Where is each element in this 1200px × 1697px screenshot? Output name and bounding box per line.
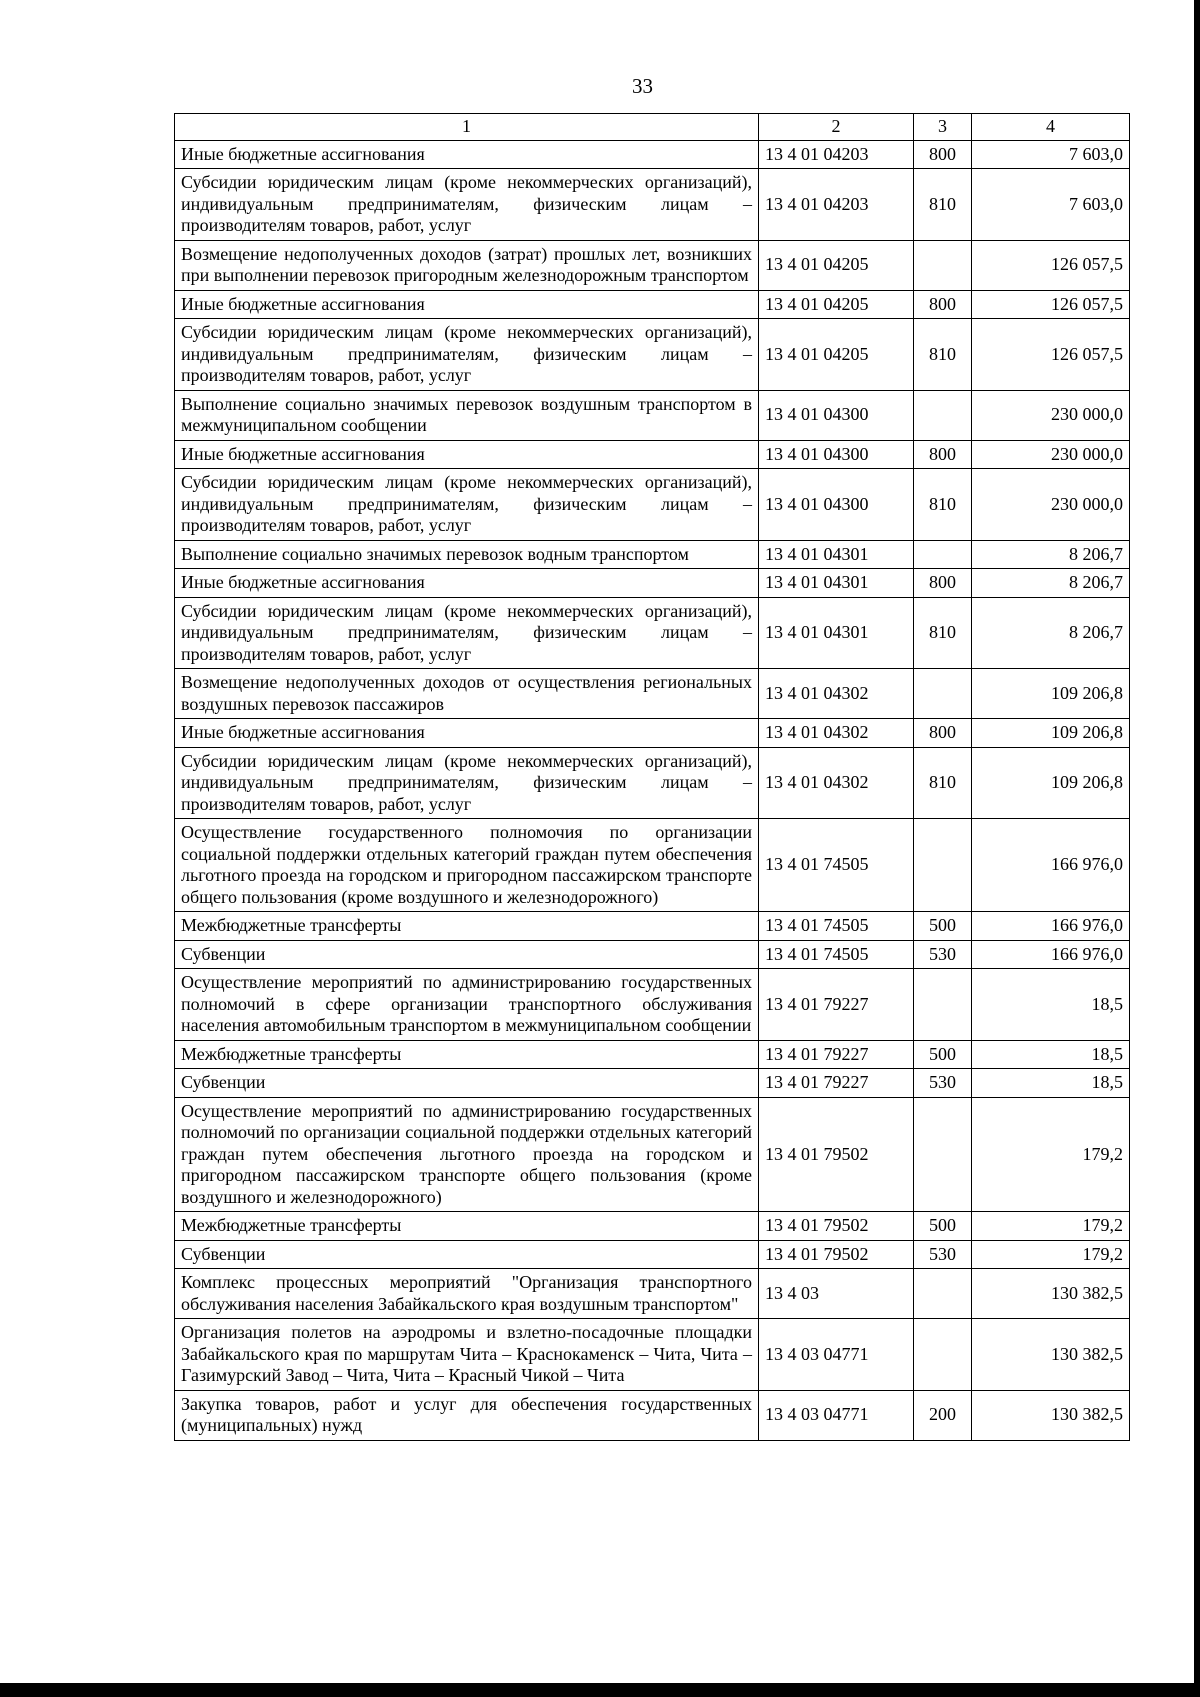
row-sum: 8 206,7 bbox=[972, 597, 1130, 669]
row-sum: 166 976,0 bbox=[972, 940, 1130, 969]
row-name: Осуществление мероприятий по администрированию государственных полномочий по организации социальной поддержки отдельных категорий граждан путем обеспечения льготного проезда на городском и пригородном пассажирском транспорте общего пользования (кроме воздушного и железнодорожного) bbox=[175, 1097, 759, 1212]
table-row bbox=[175, 469, 1130, 541]
row-sum: 8 206,7 bbox=[972, 540, 1130, 569]
row-sum: 230 000,0 bbox=[972, 390, 1130, 440]
row-sum: 130 382,5 bbox=[972, 1319, 1130, 1391]
row-code: 13 4 01 04203 bbox=[759, 169, 914, 241]
row-sum: 166 976,0 bbox=[972, 912, 1130, 941]
row-code: 13 4 01 04302 bbox=[759, 719, 914, 748]
row-type: 810 bbox=[914, 169, 972, 241]
scan-bottom-edge bbox=[0, 1683, 1200, 1697]
page-number: 33 bbox=[632, 74, 653, 98]
table-row bbox=[175, 940, 1130, 969]
row-code: 13 4 01 79227 bbox=[759, 1040, 914, 1069]
row-name: Субсидии юридическим лицам (кроме некоммерческих организаций), индивидуальным предпринимателям, физическим лицам – производителям товаров, работ, услуг bbox=[175, 469, 759, 541]
row-code: 13 4 01 04205 bbox=[759, 290, 914, 319]
column-header-1: 1 bbox=[175, 114, 759, 141]
row-type bbox=[914, 1097, 972, 1212]
row-sum: 7 603,0 bbox=[972, 169, 1130, 241]
row-name: Возмещение недополученных доходов от осуществления региональных воздушных перевозок пассажиров bbox=[175, 669, 759, 719]
row-type: 200 bbox=[914, 1390, 972, 1440]
row-code: 13 4 01 04300 bbox=[759, 440, 914, 469]
row-type bbox=[914, 540, 972, 569]
table-row bbox=[175, 912, 1130, 941]
row-code: 13 4 01 04300 bbox=[759, 390, 914, 440]
row-code: 13 4 01 79502 bbox=[759, 1212, 914, 1241]
row-type bbox=[914, 1269, 972, 1319]
row-sum: 126 057,5 bbox=[972, 290, 1130, 319]
row-name: Комплекс процессных мероприятий "Организация транспортного обслуживания населения Забайкальского края воздушным транспортом" bbox=[175, 1269, 759, 1319]
row-code: 13 4 01 04301 bbox=[759, 597, 914, 669]
table-row bbox=[175, 747, 1130, 819]
row-type: 810 bbox=[914, 469, 972, 541]
table-row bbox=[175, 540, 1130, 569]
row-type: 800 bbox=[914, 440, 972, 469]
row-name: Организация полетов на аэродромы и взлетно-посадочные площадки Забайкальского края по маршрутам Чита – Краснокаменск – Чита, Чита – Газимурский Завод – Чита, Чита – Красный Чикой – Чита bbox=[175, 1319, 759, 1391]
table-row bbox=[175, 819, 1130, 912]
row-type: 810 bbox=[914, 597, 972, 669]
row-name: Субвенции bbox=[175, 1069, 759, 1098]
row-code: 13 4 01 04203 bbox=[759, 140, 914, 169]
row-sum: 230 000,0 bbox=[972, 440, 1130, 469]
row-sum: 126 057,5 bbox=[972, 319, 1130, 391]
row-sum: 179,2 bbox=[972, 1097, 1130, 1212]
row-sum: 18,5 bbox=[972, 1069, 1130, 1098]
row-code: 13 4 01 74505 bbox=[759, 940, 914, 969]
table-row bbox=[175, 669, 1130, 719]
row-name: Осуществление мероприятий по администрированию государственных полномочий в сфере организации транспортного обслуживания населения автомобильным транспортом в межмуниципальном сообщении bbox=[175, 969, 759, 1041]
row-type: 800 bbox=[914, 290, 972, 319]
row-name: Иные бюджетные ассигнования bbox=[175, 569, 759, 598]
row-type: 500 bbox=[914, 1212, 972, 1241]
table-row bbox=[175, 240, 1130, 290]
row-sum: 130 382,5 bbox=[972, 1269, 1130, 1319]
budget-table bbox=[174, 113, 1130, 1441]
row-name: Межбюджетные трансферты bbox=[175, 912, 759, 941]
row-code: 13 4 01 79502 bbox=[759, 1240, 914, 1269]
row-sum: 18,5 bbox=[972, 969, 1130, 1041]
table-row bbox=[175, 169, 1130, 241]
row-name: Субвенции bbox=[175, 940, 759, 969]
row-sum: 166 976,0 bbox=[972, 819, 1130, 912]
row-code: 13 4 01 04205 bbox=[759, 319, 914, 391]
row-code: 13 4 01 04302 bbox=[759, 747, 914, 819]
table-row bbox=[175, 1269, 1130, 1319]
row-sum: 179,2 bbox=[972, 1212, 1130, 1241]
row-name: Иные бюджетные ассигнования bbox=[175, 140, 759, 169]
row-type bbox=[914, 669, 972, 719]
table-row bbox=[175, 1319, 1130, 1391]
row-name: Иные бюджетные ассигнования bbox=[175, 290, 759, 319]
row-code: 13 4 01 79502 bbox=[759, 1097, 914, 1212]
row-code: 13 4 01 74505 bbox=[759, 819, 914, 912]
table-row bbox=[175, 597, 1130, 669]
row-sum: 109 206,8 bbox=[972, 719, 1130, 748]
row-type: 500 bbox=[914, 1040, 972, 1069]
row-code: 13 4 01 04205 bbox=[759, 240, 914, 290]
row-type: 800 bbox=[914, 140, 972, 169]
table-row bbox=[175, 1069, 1130, 1098]
row-code: 13 4 03 04771 bbox=[759, 1390, 914, 1440]
row-name: Субсидии юридическим лицам (кроме некоммерческих организаций), индивидуальным предпринимателям, физическим лицам – производителям товаров, работ, услуг bbox=[175, 747, 759, 819]
row-code: 13 4 03 bbox=[759, 1269, 914, 1319]
row-name: Осуществление государственного полномочия по организации социальной поддержки отдельных категорий граждан путем обеспечения льготного проезда на городском и пригородном пассажирском транспорте общего пользования (кроме воздушного и железнодорожного) bbox=[175, 819, 759, 912]
table-row bbox=[175, 719, 1130, 748]
table-row bbox=[175, 1212, 1130, 1241]
row-type: 530 bbox=[914, 940, 972, 969]
row-type: 530 bbox=[914, 1069, 972, 1098]
table-row bbox=[175, 319, 1130, 391]
row-code: 13 4 01 74505 bbox=[759, 912, 914, 941]
row-type: 530 bbox=[914, 1240, 972, 1269]
row-code: 13 4 01 79227 bbox=[759, 1069, 914, 1098]
table-header-row bbox=[175, 114, 1130, 141]
row-sum: 130 382,5 bbox=[972, 1390, 1130, 1440]
table-row bbox=[175, 569, 1130, 598]
scan-right-edge bbox=[1194, 0, 1200, 1697]
table-row bbox=[175, 290, 1130, 319]
row-type bbox=[914, 969, 972, 1041]
row-sum: 179,2 bbox=[972, 1240, 1130, 1269]
table-row bbox=[175, 1097, 1130, 1212]
table-row bbox=[175, 390, 1130, 440]
row-type: 800 bbox=[914, 719, 972, 748]
column-header-3: 3 bbox=[914, 114, 972, 141]
row-type: 810 bbox=[914, 319, 972, 391]
row-code: 13 4 01 04302 bbox=[759, 669, 914, 719]
table-row bbox=[175, 440, 1130, 469]
table-row bbox=[175, 969, 1130, 1041]
row-sum: 109 206,8 bbox=[972, 669, 1130, 719]
table-row bbox=[175, 1040, 1130, 1069]
row-type bbox=[914, 1319, 972, 1391]
row-name: Субсидии юридическим лицам (кроме некоммерческих организаций), индивидуальным предпринимателям, физическим лицам – производителям товаров, работ, услуг bbox=[175, 169, 759, 241]
row-name: Выполнение социально значимых перевозок водным транспортом bbox=[175, 540, 759, 569]
row-code: 13 4 03 04771 bbox=[759, 1319, 914, 1391]
row-type: 800 bbox=[914, 569, 972, 598]
row-name: Субвенции bbox=[175, 1240, 759, 1269]
row-type: 810 bbox=[914, 747, 972, 819]
column-header-2: 2 bbox=[759, 114, 914, 141]
row-name: Субсидии юридическим лицам (кроме некоммерческих организаций), индивидуальным предпринимателям, физическим лицам – производителям товаров, работ, услуг bbox=[175, 319, 759, 391]
row-name: Межбюджетные трансферты bbox=[175, 1040, 759, 1069]
table-row bbox=[175, 140, 1130, 169]
row-sum: 230 000,0 bbox=[972, 469, 1130, 541]
row-name: Иные бюджетные ассигнования bbox=[175, 719, 759, 748]
row-code: 13 4 01 04301 bbox=[759, 569, 914, 598]
row-type: 500 bbox=[914, 912, 972, 941]
row-type bbox=[914, 819, 972, 912]
row-code: 13 4 01 04300 bbox=[759, 469, 914, 541]
row-name: Иные бюджетные ассигнования bbox=[175, 440, 759, 469]
row-name: Возмещение недополученных доходов (затрат) прошлых лет, возникших при выполнении перевозок пригородным железнодорожным транспортом bbox=[175, 240, 759, 290]
row-sum: 7 603,0 bbox=[972, 140, 1130, 169]
row-sum: 8 206,7 bbox=[972, 569, 1130, 598]
row-type bbox=[914, 240, 972, 290]
row-name: Субсидии юридическим лицам (кроме некоммерческих организаций), индивидуальным предпринимателям, физическим лицам – производителям товаров, работ, услуг bbox=[175, 597, 759, 669]
column-header-4: 4 bbox=[972, 114, 1130, 141]
row-sum: 109 206,8 bbox=[972, 747, 1130, 819]
row-name: Закупка товаров, работ и услуг для обеспечения государственных (муниципальных) нужд bbox=[175, 1390, 759, 1440]
row-code: 13 4 01 79227 bbox=[759, 969, 914, 1041]
row-sum: 126 057,5 bbox=[972, 240, 1130, 290]
table-row bbox=[175, 1390, 1130, 1440]
row-name: Межбюджетные трансферты bbox=[175, 1212, 759, 1241]
row-type bbox=[914, 390, 972, 440]
row-code: 13 4 01 04301 bbox=[759, 540, 914, 569]
row-name: Выполнение социально значимых перевозок воздушным транспортом в межмуниципальном сообщении bbox=[175, 390, 759, 440]
row-sum: 18,5 bbox=[972, 1040, 1130, 1069]
table-row bbox=[175, 1240, 1130, 1269]
